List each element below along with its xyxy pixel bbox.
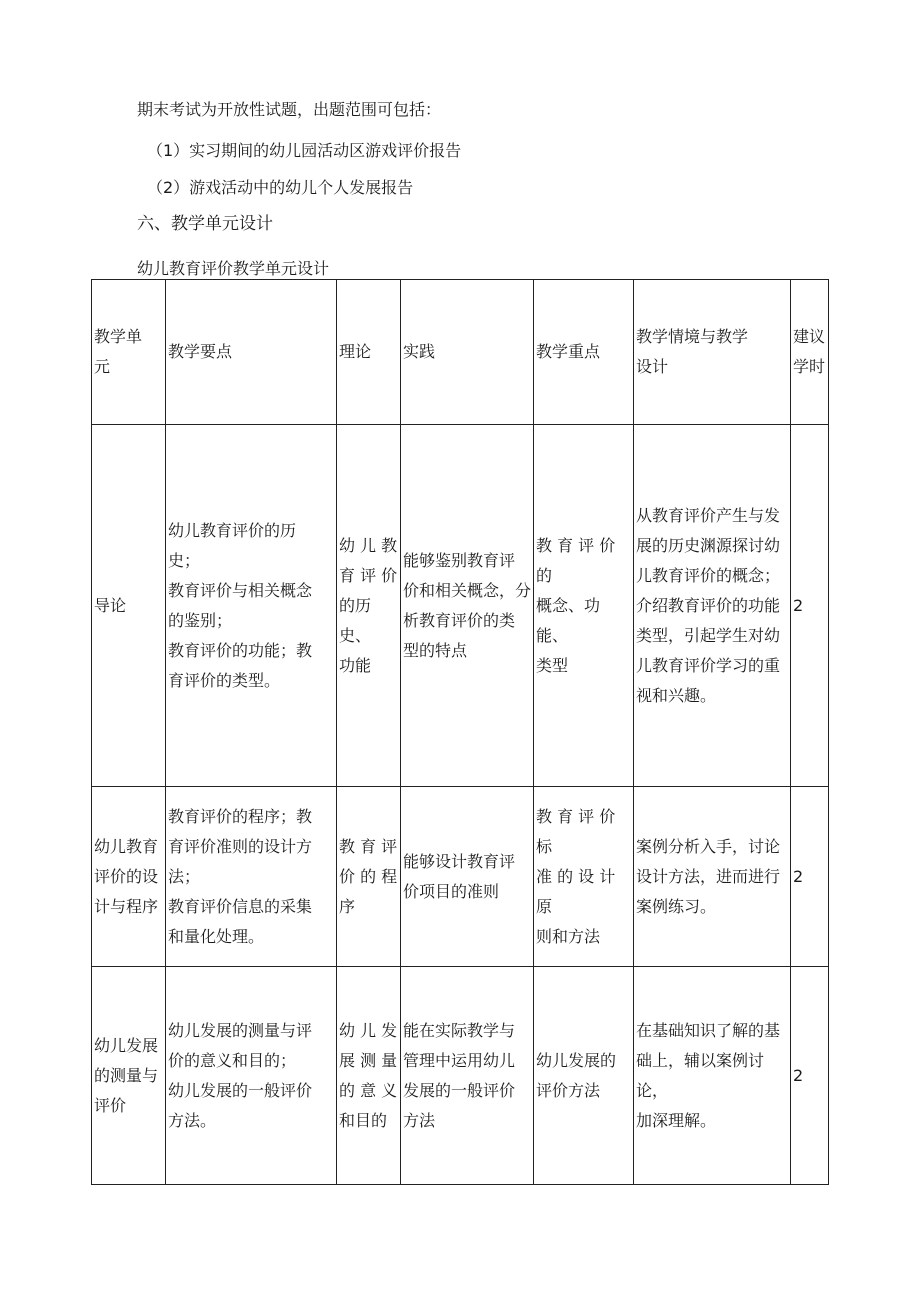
header-practice: 实践 [401,280,534,425]
table-row [92,787,829,967]
header-hours: 建议 学时 [791,280,829,425]
row3-key-points: 幼儿发展的测量与评 价的意义和目的； 幼儿发展的一般评价 方法。 [166,967,337,1185]
row3-focus: 幼儿发展的 评价方法 [534,967,634,1185]
row2-key-points: 教育评价的程序；教 育评价准则的设计方 法； 教育评价信息的采集 和量化处理。 [166,787,337,967]
table-row [92,967,829,1185]
header-design: 教学情境与教学 设计 [634,280,791,425]
row2-unit: 幼儿教育 评价的设 计与程序 [92,787,166,967]
header-key-points: 教学要点 [166,280,337,425]
row2-focus: 教 育 评 价 标 准 的 设 计 原 则和方法 [534,787,634,967]
header-focus: 教学重点 [534,280,634,425]
row2-design: 案例分析入手，讨论 设计方法，进而进行 案例练习。 [634,787,791,967]
row1-hours: 2 [791,425,829,787]
row2-hours: 2 [791,787,829,967]
row3-practice: 能在实际教学与 管理中运用幼儿 发展的一般评价 方法 [401,967,534,1185]
teaching-unit-table [91,279,829,1185]
row1-theory: 幼 儿 教 育 评 价 的历史、 功能 [337,425,401,787]
table-header-row [92,280,829,425]
row3-hours: 2 [791,967,829,1185]
table-caption: 幼儿教育评价教学单元设计 [137,259,330,278]
row1-focus: 教 育 评 价 的 概念、功能、 类型 [534,425,634,787]
scope-item-2: （2）游戏活动中的幼儿个人发展报告 [147,178,414,197]
header-theory: 理论 [337,280,401,425]
row2-practice: 能够设计教育评 价项目的准则 [401,787,534,967]
row3-design: 在基础知识了解的基 础上，辅以案例讨论， 加深理解。 [634,967,791,1185]
row1-unit: 导论 [92,425,166,787]
row1-key-points: 幼儿教育评价的历 史； 教育评价与相关概念 的鉴别； 教育评价的功能；教 育评价的类型。 [166,425,337,787]
row3-unit: 幼儿发展 的测量与 评价 [92,967,166,1185]
scope-item-1: （1）实习期间的幼儿园活动区游戏评价报告 [147,141,462,160]
row1-design: 从教育评价产生与发 展的历史渊源探讨幼 儿教育评价的概念； 介绍教育评价的功能 类型，引起学生对幼 儿教育评价学习的重 视和兴趣。 [634,425,791,787]
section-title: 六、教学单元设计 [137,214,273,234]
header-unit: 教学单 元 [92,280,166,425]
row3-theory: 幼 儿 发 展 测 量 的 意 义 和目的 [337,967,401,1185]
intro-text: 期末考试为开放性试题，出题范围可包括： [137,100,442,119]
row1-practice: 能够鉴别教育评 价和相关概念，分 析教育评价的类 型的特点 [401,425,534,787]
table-row [92,425,829,787]
row2-theory: 教 育 评 价 的 程 序 [337,787,401,967]
